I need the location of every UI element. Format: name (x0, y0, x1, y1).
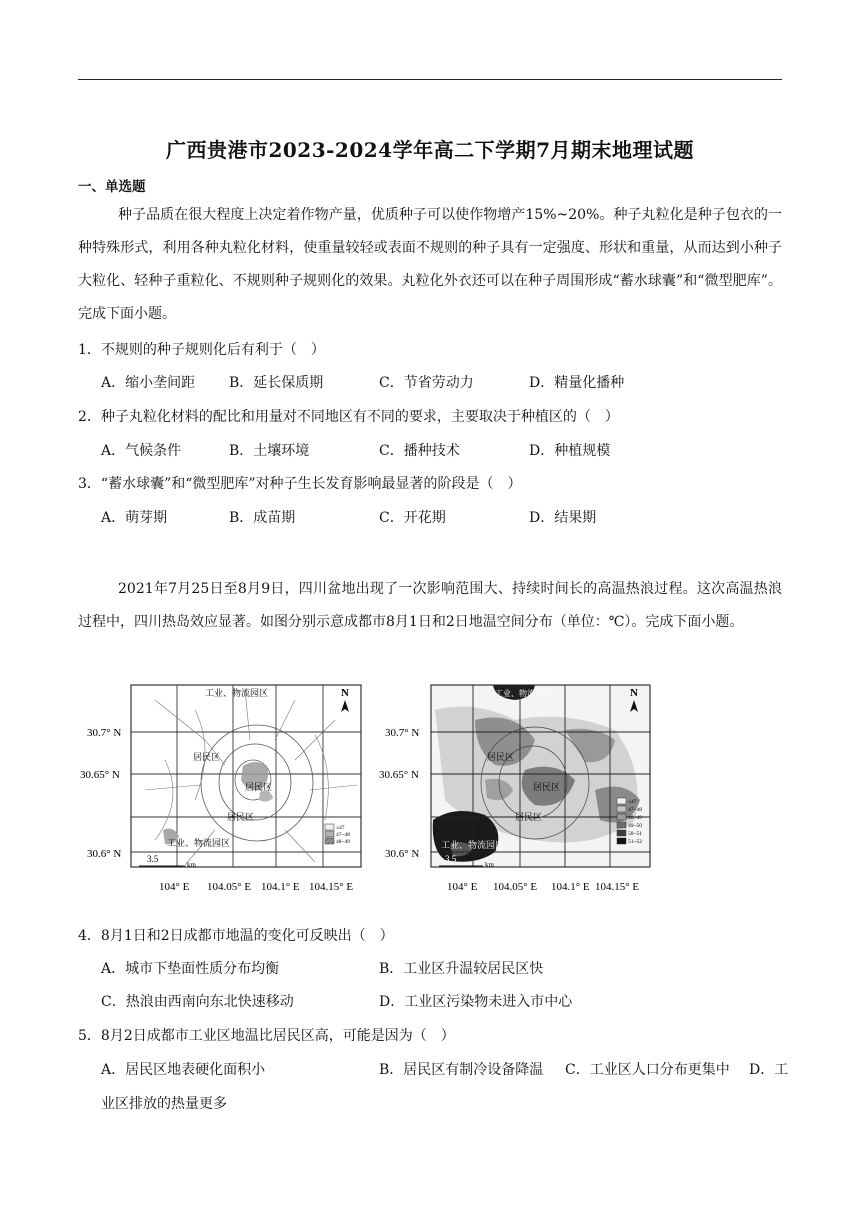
question-5-stem: 5．8月2日成都市工业区地温比居民区高，可能是因为（ ） (78, 1028, 455, 1044)
map2-scale-value: 3.5 (445, 854, 457, 864)
map1-north-label: N (341, 687, 349, 699)
question-5-option-b[interactable]: B．居民区有制冷设备降温 (379, 1062, 544, 1078)
map2-lon-label: 104° E (447, 881, 478, 893)
map2-scale-unit: km (485, 861, 494, 869)
map1-zone-label: 居民区 (193, 752, 221, 762)
map2-lon-label: 104.05° E (493, 881, 538, 893)
question-3-option-a[interactable]: A．萌芽期 (101, 510, 168, 526)
map1-legend-item: ≤47 (336, 825, 345, 831)
map1-legend-item: 48~49 (336, 839, 350, 845)
map2-lon-label: 104.1° E (551, 881, 590, 893)
map2-zone-label: 居民区 (533, 782, 561, 792)
map2-legend-item: 50~51 (628, 831, 642, 837)
question-4-option-a[interactable]: A．城市下垫面性质分布均衡 (101, 961, 280, 977)
question-1-option-a[interactable]: A．缩小垄间距 (101, 375, 196, 391)
map1-zone-label: 居民区 (227, 812, 255, 822)
map2-north-label: N (630, 687, 638, 699)
passage-2: 2021年7月25日至8月9日，四川盆地出现了一次影响范围大、持续时间长的高温热浪过程。这次高温热浪过程中，四川热岛效应显著。如图分别示意成都市8月1日和2日地温空间分布（单位：℃）。完成下面小题。 (78, 581, 782, 630)
question-3-stem: 3．“蓄水球囊”和“微型肥库”对种子生长发育影响最显著的阶段是（ ） (78, 476, 522, 492)
map1-scale-value: 3.5 (147, 854, 159, 864)
map2-legend-item: 47~48 (628, 807, 642, 813)
question-2-stem: 2．种子丸粒化材料的配比和用量对不同地区有不同的要求，主要取决于种植区的（ ） (78, 409, 619, 425)
question-4-option-c[interactable]: C．热浪由西南向东北快速移动 (101, 994, 294, 1010)
question-1-stem: 1．不规则的种子规则化后有利于（ ） (78, 342, 325, 358)
map2-zone-label: 居民区 (515, 812, 543, 822)
question-1-option-b[interactable]: B．延长保质期 (229, 375, 324, 391)
page-title: 广西贵港市2023-2024学年高二下学期7月期末地理试题 (165, 138, 695, 162)
question-5-option-d-rest[interactable]: 业区排放的热量更多 (101, 1096, 227, 1112)
map2-lat-label: 30.6° N (385, 848, 420, 860)
section-heading: 一、单选题 (78, 179, 146, 195)
map1-scale-unit: km (187, 861, 196, 869)
map1-lat-label: 30.6° N (87, 848, 122, 860)
question-4-stem: 4．8月1日和2日成都市地温的变化可反映出（ ） (78, 928, 394, 944)
question-3-option-c[interactable]: C．开花期 (379, 510, 446, 526)
map1-lon-label: 104.15° E (309, 881, 354, 893)
question-2-option-b[interactable]: B．土壤环境 (229, 443, 310, 459)
map1-lon-label: 104.1° E (261, 881, 300, 893)
map1-lat-label: 30.7° N (87, 727, 122, 739)
map2-zone-label: 工业、物流园区 (441, 840, 505, 850)
map1-legend-item: 47~48 (336, 832, 350, 838)
map2-lat-label: 30.7° N (385, 727, 420, 739)
map2-lat-label: 30.65° N (379, 769, 419, 781)
map-aug-2 (379, 685, 650, 893)
map1-zone-label: 工业、物流园区 (167, 838, 231, 848)
map2-legend-item: 51~52 (628, 839, 642, 845)
question-5-option-d-first[interactable]: D．工 (749, 1062, 789, 1078)
map2-legend-item: 49~50 (628, 823, 642, 829)
map-aug-1 (80, 685, 361, 893)
map1-lon-label: 104.05° E (207, 881, 252, 893)
map2-legend-item: ≤47 (628, 799, 637, 805)
map2-lon-label: 104.15° E (595, 881, 640, 893)
question-3-option-b[interactable]: B．成苗期 (229, 510, 296, 526)
question-3-option-d[interactable]: D．结果期 (529, 510, 597, 526)
map2-legend-item: 48~49 (628, 815, 642, 821)
question-5-option-a[interactable]: A．居民区地表硬化面积小 (101, 1062, 266, 1078)
question-4-option-d[interactable]: D．工业区污染物未进入市中心 (379, 994, 573, 1010)
map1-zone-label: 工业、物流园区 (205, 688, 269, 698)
temperature-maps-figure (80, 680, 670, 900)
map2-zone-label: 工业、物流园区 (495, 689, 551, 698)
map1-zone-label: 居民区 (245, 782, 273, 792)
map1-lat-label: 30.65° N (80, 769, 120, 781)
question-1-option-c[interactable]: C．节省劳动力 (379, 375, 474, 391)
question-5-option-c[interactable]: C．工业区人口分布更集中 (565, 1062, 730, 1078)
question-2-option-c[interactable]: C．播种技术 (379, 443, 460, 459)
passage-1: 种子品质在很大程度上决定着作物产量，优质种子可以使作物增产15%~20%。种子丸粒化是种子包衣的一种特殊形式，利用各种丸粒化材料，使重量较轻或表面不规则的种子具有一定强度、形状和重量，从而达到小种子大粒化、轻种子重粒化、不规则种子规则化的效果。丸粒化外衣还可以在种子周围形成“蓄水球囊”和“微型肥库”。完成下面小题。 (78, 207, 782, 322)
question-4-option-b[interactable]: B．工业区升温较居民区快 (379, 961, 544, 977)
question-2-option-d[interactable]: D．种植规模 (529, 443, 611, 459)
map2-zone-label: 居民区 (487, 752, 515, 762)
map1-lon-label: 104° E (159, 881, 190, 893)
header-rule (78, 79, 782, 80)
question-2-option-a[interactable]: A．气候条件 (101, 443, 182, 459)
question-1-option-d[interactable]: D．精量化播种 (529, 375, 625, 391)
